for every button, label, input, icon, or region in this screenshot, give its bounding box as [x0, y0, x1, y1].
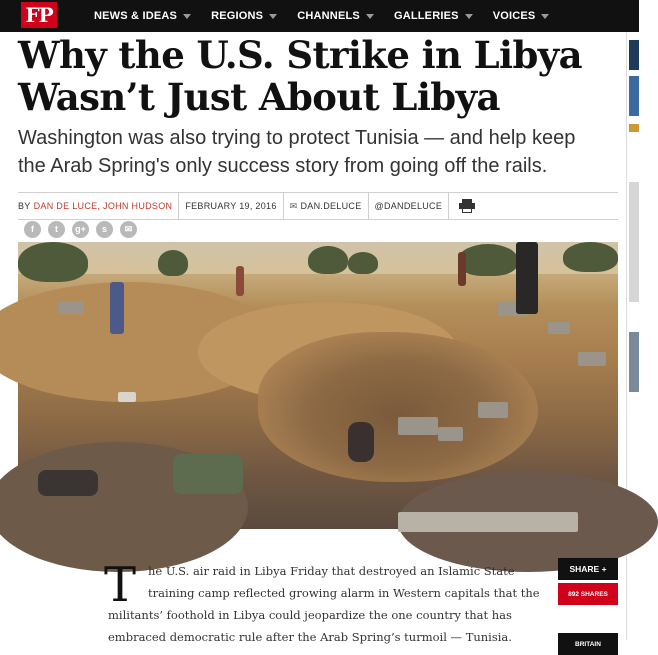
drop-cap: T — [104, 557, 137, 613]
ad-block — [629, 40, 639, 70]
photo-rubble — [578, 352, 606, 366]
byline-authors — [18, 192, 179, 220]
email-icon[interactable]: ✉ — [120, 221, 137, 238]
hero-photo — [18, 242, 618, 529]
photo-tree — [458, 244, 518, 276]
print-icon[interactable] — [459, 199, 475, 213]
ad-block — [629, 332, 639, 392]
byline-prefix: BY — [18, 201, 31, 211]
byline-bar — [18, 192, 618, 220]
ad-block — [629, 124, 639, 132]
photo-debris — [173, 454, 243, 494]
headline-line: Wasn’t Just About Libya — [18, 75, 500, 119]
nav-label: GALLERIES — [393, 10, 459, 22]
byline-date — [179, 192, 283, 220]
nav-news-and-ideas[interactable] — [94, 10, 191, 22]
ad-block — [629, 182, 639, 302]
photo-person — [516, 242, 538, 314]
photo-rubble — [548, 322, 570, 334]
share-count: 892 SHARES — [558, 583, 618, 605]
fp-logo[interactable]: FP — [21, 2, 57, 28]
article-body — [108, 560, 540, 648]
social-share-row — [24, 221, 144, 238]
twitter-handle: @DANDELUCE — [374, 201, 443, 211]
dek-line: the Arab Spring's only success story from going off the rails. — [18, 155, 548, 177]
photo-tree — [348, 252, 378, 274]
main-nav — [94, 0, 569, 32]
body-line: embraced democratic rule after the Arab Spring’s turmoil — Tunisia. — [108, 630, 512, 644]
photo-tree — [158, 250, 188, 276]
photo-debris — [38, 470, 98, 496]
body-line: he U.S. air raid in Libya Friday that destroyed an Islamic State — [148, 564, 515, 578]
email-handle: DAN.DELUCE — [300, 201, 362, 211]
nav-galleries[interactable] — [394, 10, 473, 22]
article-headline — [18, 34, 618, 118]
publish-date: FEBRUARY 19, 2016 — [185, 201, 277, 211]
nav-label: NEWS & IDEAS — [94, 10, 178, 22]
chevron-down-icon — [541, 14, 549, 19]
photo-rubble — [478, 402, 508, 418]
stumbleupon-icon[interactable]: s — [96, 221, 113, 238]
share-widget — [558, 558, 618, 655]
photo-person — [458, 252, 466, 286]
google-plus-icon[interactable]: g+ — [72, 221, 89, 238]
photo-tree — [563, 242, 618, 272]
chevron-down-icon — [183, 14, 191, 19]
photo-rubble — [438, 427, 463, 441]
body-line: militants’ foothold in Libya could jeopardize the one country that has — [108, 608, 512, 622]
chevron-down-icon — [366, 14, 374, 19]
photo-person — [348, 422, 374, 462]
share-button[interactable]: SHARE + — [558, 558, 618, 580]
photo-rubble — [398, 417, 438, 435]
twitter-icon[interactable]: t — [48, 221, 65, 238]
nav-label: REGIONS — [211, 10, 264, 22]
chevron-down-icon — [465, 14, 473, 19]
nav-voices[interactable] — [493, 10, 550, 22]
byline-email[interactable] — [284, 192, 369, 220]
photo-person — [110, 282, 124, 334]
headline-line: Why the U.S. Strike in Libya — [18, 33, 583, 77]
nav-regions[interactable] — [211, 10, 277, 22]
photo-tree — [18, 242, 88, 282]
author-links[interactable]: DAN DE LUCE, JOHN HUDSON — [33, 201, 173, 211]
article-dek — [18, 124, 618, 180]
nav-label: VOICES — [492, 10, 536, 22]
ad-block — [629, 76, 639, 116]
nav-label: CHANNELS — [297, 10, 360, 22]
chevron-down-icon — [269, 14, 277, 19]
body-line: training camp reflected growing alarm in Western capitals that the — [148, 586, 540, 600]
envelope-icon: ✉ — [289, 200, 298, 211]
photo-tree — [308, 246, 348, 274]
top-navigation-bar — [0, 0, 639, 32]
photo-person — [236, 266, 244, 296]
byline-twitter[interactable] — [369, 192, 450, 220]
photo-rubble — [118, 392, 136, 402]
facebook-icon[interactable]: f — [24, 221, 41, 238]
photo-debris — [398, 512, 578, 532]
nav-channels[interactable] — [297, 10, 374, 22]
dek-line: Washington was also trying to protect Tunisia — and help keep — [18, 127, 576, 149]
photo-rubble — [58, 302, 84, 314]
topic-tag[interactable]: BRITAIN — [558, 633, 618, 655]
